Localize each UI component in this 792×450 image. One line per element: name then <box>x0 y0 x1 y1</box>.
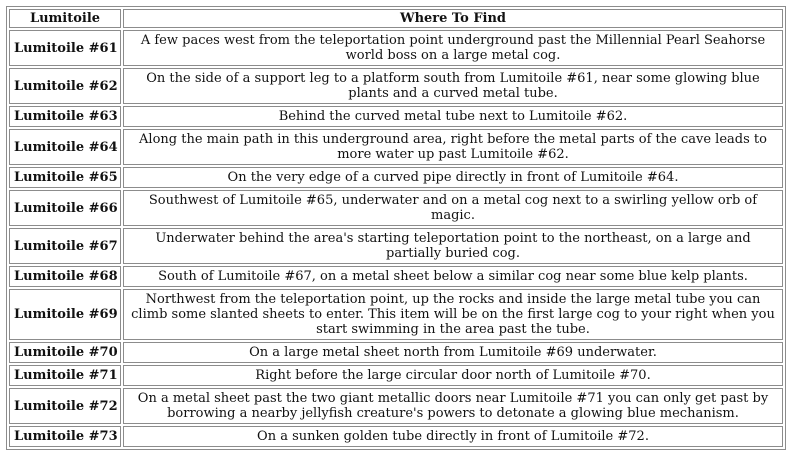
where-to-find-cell: Southwest of Lumitoile #65, underwater and on a metal cog next to a swirling yellow orb of magic. <box>123 190 783 226</box>
table-row <box>9 289 783 340</box>
table-row <box>9 342 783 363</box>
table-header-row <box>9 9 783 28</box>
where-to-find-cell: On a sunken golden tube directly in front of Lumitoile #72. <box>123 426 783 447</box>
lumitoile-locations-table <box>6 6 786 450</box>
where-to-find-cell: Underwater behind the area's starting teleportation point to the northeast, on a large and partially buried cog. <box>123 228 783 264</box>
lumitoile-name-cell: Lumitoile #69 <box>9 289 121 340</box>
lumitoile-name-cell: Lumitoile #62 <box>9 68 121 104</box>
table-row <box>9 68 783 104</box>
table-row <box>9 167 783 188</box>
where-to-find-cell: Right before the large circular door north of Lumitoile #70. <box>123 365 783 386</box>
table-row <box>9 190 783 226</box>
where-to-find-cell: South of Lumitoile #67, on a metal sheet below a similar cog near some blue kelp plants. <box>123 266 783 287</box>
column-header-where-to-find: Where To Find <box>123 9 783 28</box>
lumitoile-name-cell: Lumitoile #70 <box>9 342 121 363</box>
lumitoile-name-cell: Lumitoile #67 <box>9 228 121 264</box>
where-to-find-cell: Northwest from the teleportation point, up the rocks and inside the large metal tube you can climb some slanted sheets to enter. This item will be on the first large cog to your right when you start swimming in the area past the tube. <box>123 289 783 340</box>
table-row <box>9 106 783 127</box>
lumitoile-name-cell: Lumitoile #65 <box>9 167 121 188</box>
lumitoile-name-cell: Lumitoile #61 <box>9 30 121 66</box>
where-to-find-cell: Behind the curved metal tube next to Lumitoile #62. <box>123 106 783 127</box>
table-row <box>9 30 783 66</box>
lumitoile-name-cell: Lumitoile #66 <box>9 190 121 226</box>
where-to-find-cell: A few paces west from the teleportation point underground past the Millennial Pearl Seahorse world boss on a large metal cog. <box>123 30 783 66</box>
where-to-find-cell: On a large metal sheet north from Lumitoile #69 underwater. <box>123 342 783 363</box>
lumitoile-name-cell: Lumitoile #71 <box>9 365 121 386</box>
lumitoile-name-cell: Lumitoile #63 <box>9 106 121 127</box>
table-row <box>9 388 783 424</box>
table-body <box>9 30 783 447</box>
where-to-find-cell: On a metal sheet past the two giant metallic doors near Lumitoile #71 you can only get past by borrowing a nearby jellyfish creature's powers to detonate a glowing blue mechanism. <box>123 388 783 424</box>
lumitoile-name-cell: Lumitoile #72 <box>9 388 121 424</box>
lumitoile-name-cell: Lumitoile #73 <box>9 426 121 447</box>
where-to-find-cell: Along the main path in this underground area, right before the metal parts of the cave leads to more water up past Lumitoile #62. <box>123 129 783 165</box>
table-row <box>9 266 783 287</box>
where-to-find-cell: On the side of a support leg to a platform south from Lumitoile #61, near some glowing blue plants and a curved metal tube. <box>123 68 783 104</box>
table-row <box>9 129 783 165</box>
table-row <box>9 426 783 447</box>
lumitoile-name-cell: Lumitoile #64 <box>9 129 121 165</box>
table-row <box>9 228 783 264</box>
where-to-find-cell: On the very edge of a curved pipe directly in front of Lumitoile #64. <box>123 167 783 188</box>
table-row <box>9 365 783 386</box>
lumitoile-name-cell: Lumitoile #68 <box>9 266 121 287</box>
column-header-lumitoile: Lumitoile <box>9 9 121 28</box>
